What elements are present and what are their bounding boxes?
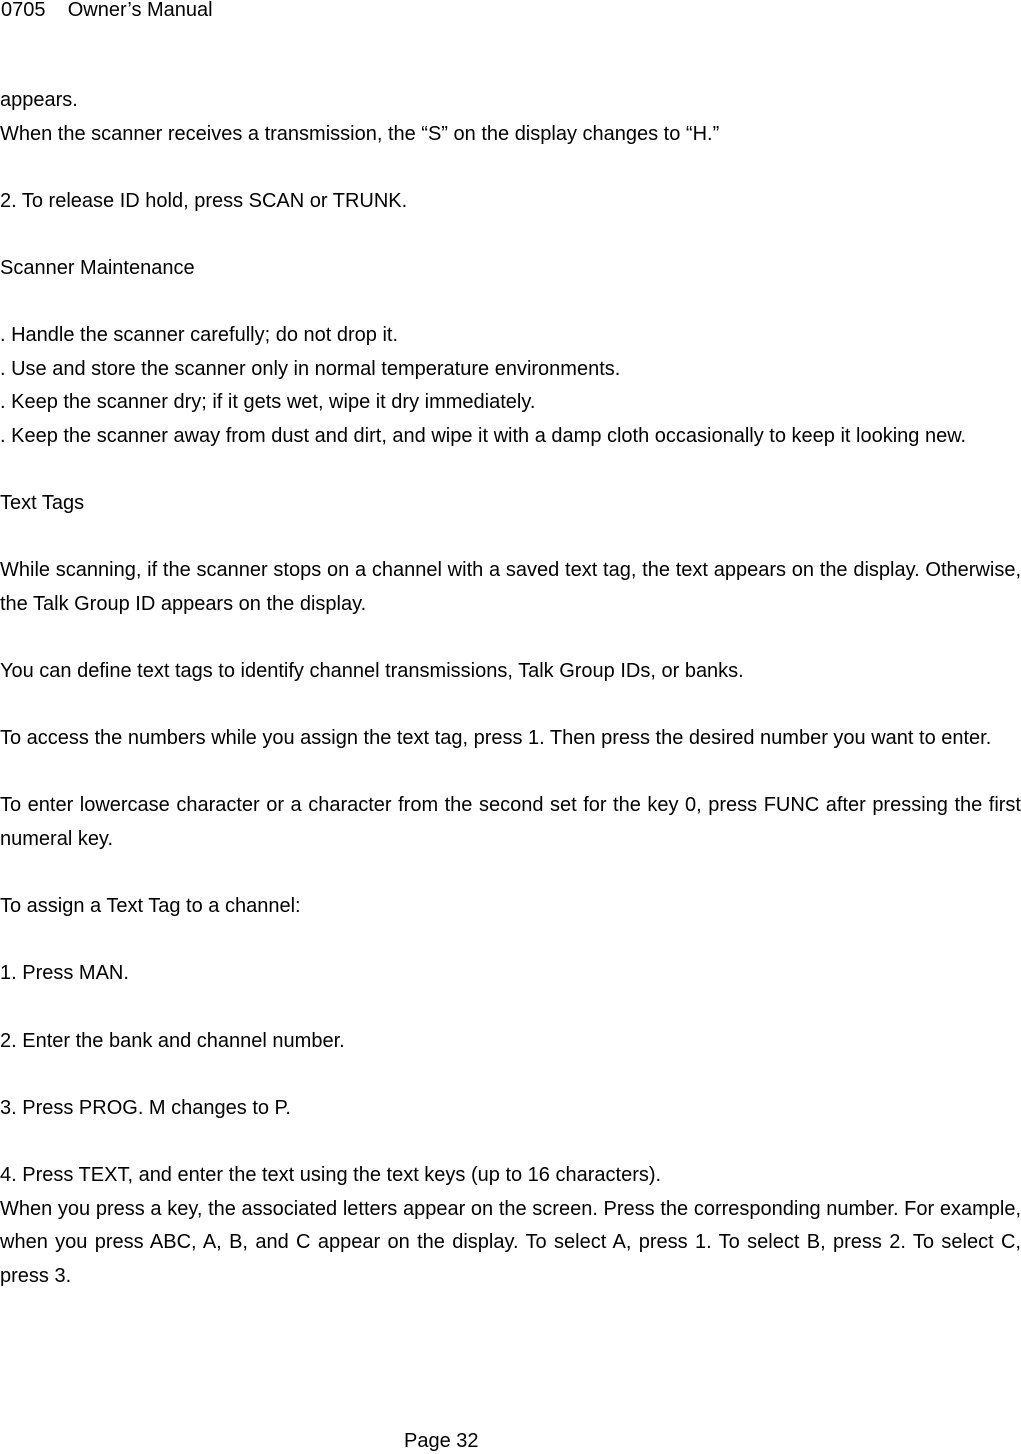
blank-line <box>0 689 1021 723</box>
paragraph: To access the numbers while you assign the text tag, press 1. Then press the desired number you want to enter. <box>0 727 992 750</box>
page-number: Page 32 <box>404 1430 479 1452</box>
blank-line <box>0 521 1021 555</box>
blank-line <box>0 857 1021 891</box>
step: 4. Press TEXT, and enter the text using the text keys (up to 16 characters). <box>0 1164 662 1186</box>
paragraph: To assign a Text Tag to a channel: <box>0 895 301 918</box>
step: 1. Press MAN. <box>0 962 129 985</box>
list-item: . Use and store the scanner only in normal temperature environments. <box>0 357 621 380</box>
document-code: 0705 <box>1 0 46 21</box>
blank-line <box>0 1125 1021 1159</box>
paragraph: When the scanner receives a transmission, the “S” on the display changes to “H.” <box>0 122 720 145</box>
blank-line <box>0 1058 1021 1092</box>
blank-line <box>0 454 1021 488</box>
paragraph: You can define text tags to identify channel transmissions, Talk Group IDs, or banks. <box>0 660 744 683</box>
paragraph: 2. To release ID hold, press SCAN or TRUNK. <box>0 189 408 212</box>
blank-line <box>0 991 1021 1025</box>
list-item: . Handle the scanner carefully; do not drop it. <box>0 324 399 347</box>
section-heading: Scanner Maintenance <box>0 256 195 279</box>
blank-line <box>0 756 1021 790</box>
step: 2. Enter the bank and channel number. <box>0 1029 345 1052</box>
page-header <box>1 0 213 22</box>
blank-line <box>0 218 1021 252</box>
blank-line <box>0 924 1021 958</box>
section-heading: Text Tags <box>0 492 85 515</box>
paragraph: When you press a key, the associated letters appear on the screen. Press the corresponding number. For example, when you press ABC, A, B, and C appear on the display. To select A, press 1. To select B, press 2. To select C, press 3. <box>0 1197 1021 1287</box>
step: 3. Press PROG. M changes to P. <box>0 1096 291 1119</box>
blank-line <box>0 286 1021 320</box>
document-title: Owner’s Manual <box>67 0 213 21</box>
page-body <box>0 84 1021 1293</box>
blank-line <box>0 622 1021 656</box>
list-item: . Keep the scanner away from dust and dirt, and wipe it with a damp cloth occasionally to keep it looking new. <box>0 424 967 447</box>
list-item: . Keep the scanner dry; if it gets wet, wipe it dry immediately. <box>0 391 536 414</box>
paragraph: To enter lowercase character or a character from the second set for the key 0, press FUNC after pressing the first numeral key. <box>0 794 1021 851</box>
paragraph: appears. <box>0 89 78 111</box>
paragraph: While scanning, if the scanner stops on a channel with a saved text tag, the text appears on the display. Otherwise, the Talk Group ID appears on the display. <box>0 559 1021 615</box>
blank-line <box>0 151 1021 185</box>
